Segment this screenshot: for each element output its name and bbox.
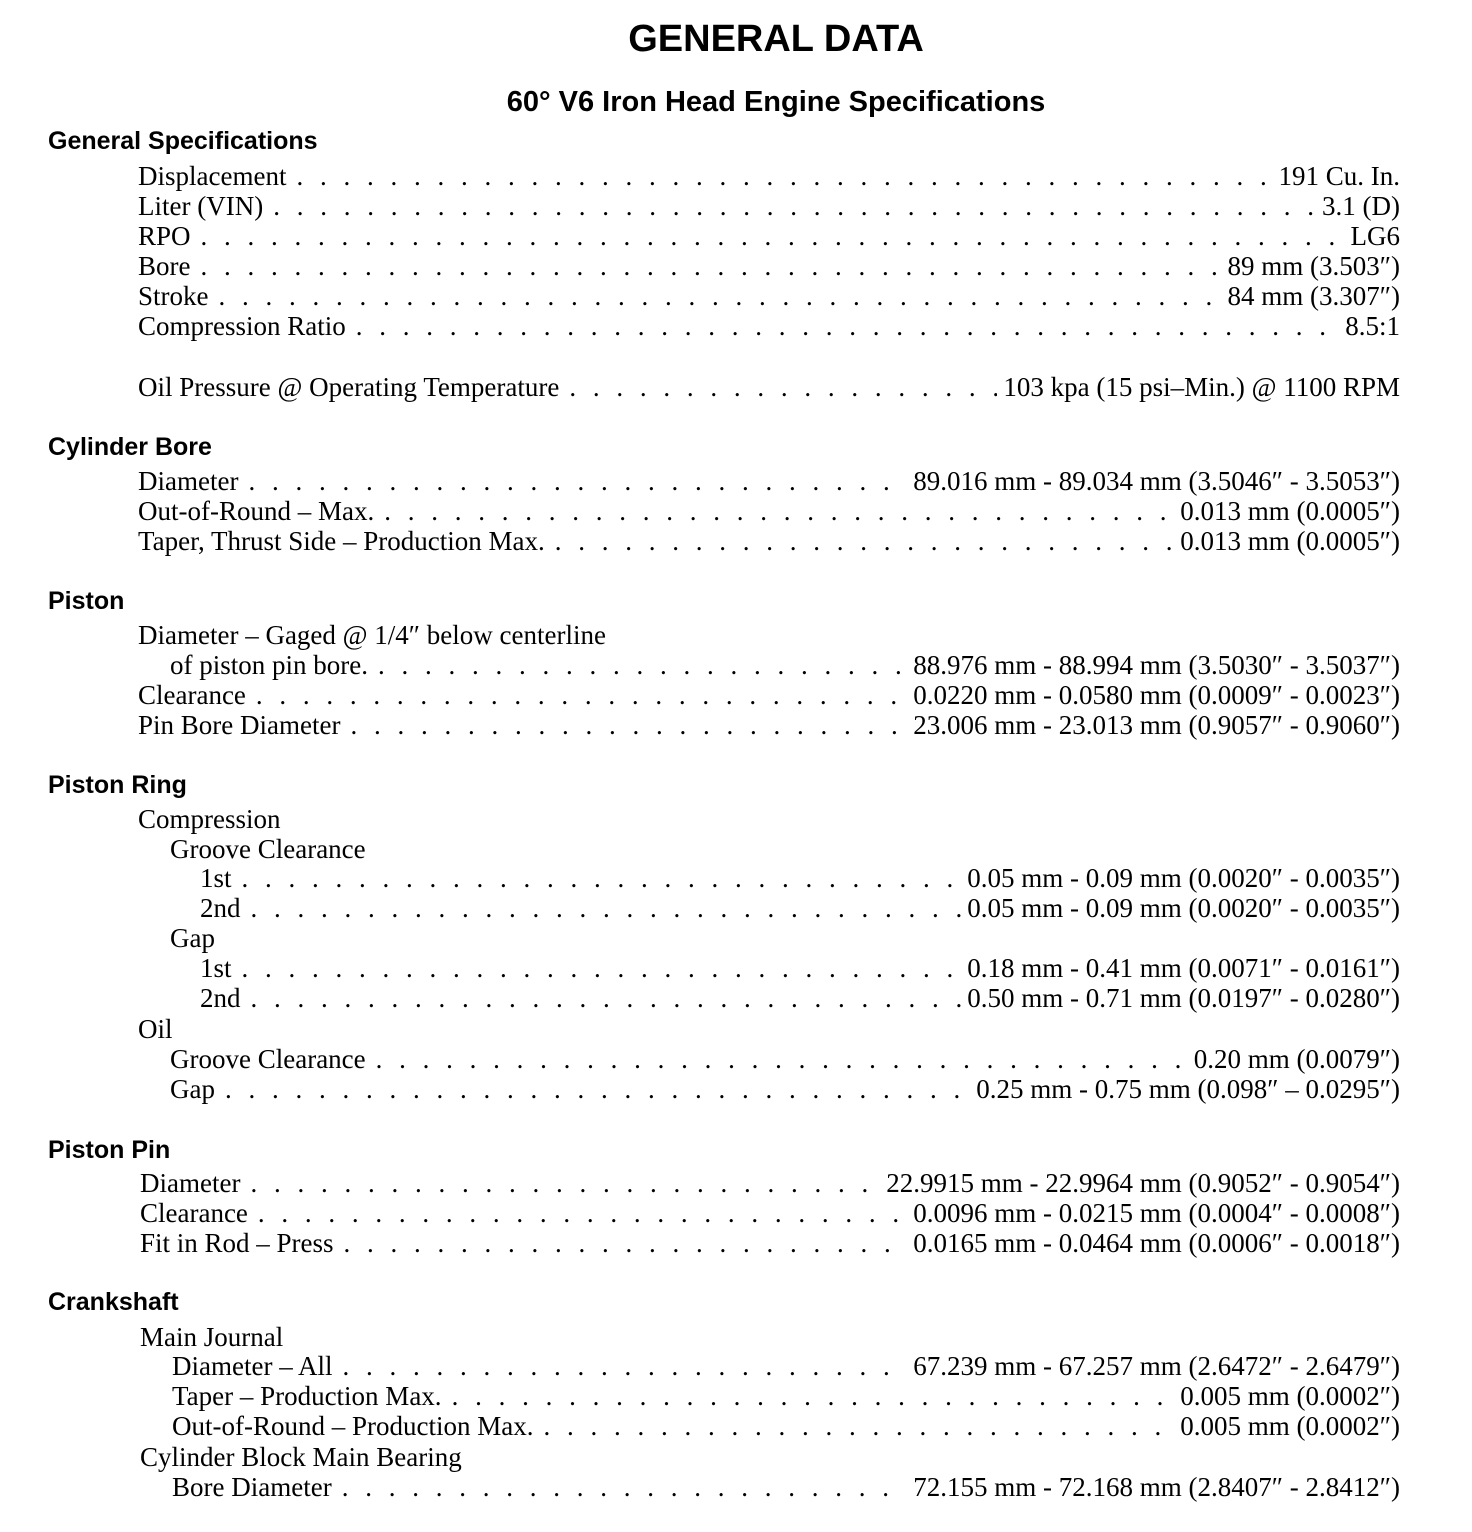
- spec-label: Bore: [138, 251, 191, 281]
- spec-label: Stroke: [138, 281, 209, 311]
- spec-value: 0.0165 mm - 0.0464 mm (0.0006″ - 0.0018″): [913, 1228, 1400, 1258]
- spec-label: Clearance: [140, 1198, 248, 1228]
- spec-row-bore-taper: [138, 526, 1400, 556]
- spec-value: LG6: [1350, 221, 1400, 251]
- spec-label: Liter (VIN): [138, 191, 264, 221]
- spec-label: Diameter – All: [172, 1351, 333, 1381]
- spec-row-crank-taper: [172, 1381, 1400, 1411]
- spec-row-bore-out-of-round: [138, 496, 1400, 526]
- spec-value: 67.239 mm - 67.257 mm (2.6472″ - 2.6479″): [913, 1351, 1400, 1381]
- spec-row-oil-gap: [170, 1074, 1400, 1104]
- spec-row-piston-diameter: [170, 650, 1400, 680]
- spec-value: 0.013 mm (0.0005″): [1180, 496, 1400, 526]
- spec-row-oil-pressure: [138, 372, 1400, 402]
- spec-value: 89 mm (3.503″): [1227, 251, 1400, 281]
- spec-label: of piston pin bore.: [170, 650, 368, 680]
- spec-row-piston-clearance: [138, 680, 1400, 710]
- spec-value: 0.50 mm - 0.71 mm (0.0197″ - 0.0280″): [967, 983, 1400, 1013]
- piston-diameter-caption: Diameter – Gaged @ 1/4″ below centerline: [138, 620, 606, 650]
- spec-label: 2nd: [200, 983, 241, 1013]
- spec-row-displacement: [138, 161, 1400, 191]
- spec-value: 0.013 mm (0.0005″): [1180, 526, 1400, 556]
- spec-label: Groove Clearance: [170, 1044, 366, 1074]
- spec-label: Oil Pressure @ Operating Temperature: [138, 372, 560, 402]
- crank-block-bearing-caption: Cylinder Block Main Bearing: [140, 1442, 462, 1472]
- section-heading-piston-pin: Piston Pin: [48, 1136, 171, 1164]
- spec-row-stroke: [138, 281, 1400, 311]
- spec-row-compression-ratio: [138, 311, 1400, 341]
- spec-row-pin-diameter: [140, 1168, 1400, 1198]
- spec-row-crank-out-of-round: [172, 1411, 1400, 1441]
- spec-row-pin-clearance: [140, 1198, 1400, 1228]
- spec-value: 84 mm (3.307″): [1227, 281, 1400, 311]
- spec-value: 89.016 mm - 89.034 mm (3.5046″ - 3.5053″): [913, 466, 1400, 496]
- spec-label: 2nd: [200, 893, 241, 923]
- spec-row-gap-1st: [200, 953, 1400, 983]
- ring-compression-caption: Compression: [138, 804, 281, 834]
- spec-value: 0.20 mm (0.0079″): [1193, 1044, 1400, 1074]
- spec-row-gap-2nd: [200, 983, 1400, 1013]
- spec-row-liter: [138, 191, 1400, 221]
- spec-value: 22.9915 mm - 22.9964 mm (0.9052″ - 0.9054″): [886, 1168, 1400, 1198]
- spec-value: 0.0220 mm - 0.0580 mm (0.0009″ - 0.0023″): [913, 680, 1400, 710]
- spec-value: 103 kpa (15 psi–Min.) @ 1100 RPM: [1003, 372, 1400, 402]
- spec-label: Gap: [170, 1074, 215, 1104]
- spec-row-groove-2nd: [200, 893, 1400, 923]
- page-subtitle: 60° V6 Iron Head Engine Specifications: [506, 86, 1046, 118]
- spec-row-bearing-bore-diameter: [172, 1472, 1400, 1502]
- spec-value: 0.0096 mm - 0.0215 mm (0.0004″ - 0.0008″): [913, 1198, 1400, 1228]
- section-heading-piston-ring: Piston Ring: [48, 771, 187, 799]
- section-heading-cylinder-bore: Cylinder Bore: [48, 433, 212, 461]
- spec-row-crank-diameter: [172, 1351, 1400, 1381]
- spec-value: 88.976 mm - 88.994 mm (3.5030″ - 3.5037″): [913, 650, 1400, 680]
- spec-label: Clearance: [138, 680, 246, 710]
- spec-value: 8.5:1: [1345, 311, 1400, 341]
- crank-main-journal-caption: Main Journal: [140, 1322, 284, 1352]
- spec-label: Compression Ratio: [138, 311, 346, 341]
- spec-label: Taper, Thrust Side – Production Max.: [138, 526, 545, 556]
- ring-groove-clearance-caption: Groove Clearance: [170, 834, 366, 864]
- spec-label: Taper – Production Max.: [172, 1381, 442, 1411]
- ring-gap-caption: Gap: [170, 923, 215, 953]
- spec-label: Out-of-Round – Max.: [138, 496, 375, 526]
- spec-row-bore-diameter: [138, 466, 1400, 496]
- spec-value: 191 Cu. In.: [1278, 161, 1400, 191]
- spec-value: 0.25 mm - 0.75 mm (0.098″ – 0.0295″): [976, 1074, 1400, 1104]
- spec-row-pin-bore-diameter: [138, 710, 1400, 740]
- spec-row-rpo: [138, 221, 1400, 251]
- spec-label: Diameter: [138, 466, 239, 496]
- spec-value: 0.005 mm (0.0002″): [1180, 1411, 1400, 1441]
- section-heading-general: General Specifications: [48, 127, 318, 155]
- ring-oil-caption: Oil: [138, 1014, 173, 1044]
- spec-value: 0.05 mm - 0.09 mm (0.0020″ - 0.0035″): [967, 893, 1400, 923]
- spec-label: Out-of-Round – Production Max.: [172, 1411, 534, 1441]
- spec-label: Fit in Rod – Press: [140, 1228, 334, 1258]
- spec-label: 1st: [200, 863, 232, 893]
- spec-label: RPO: [138, 221, 191, 251]
- spec-row-pin-fit: [140, 1228, 1400, 1258]
- section-heading-piston: Piston: [48, 587, 125, 615]
- spec-row-groove-1st: [200, 863, 1400, 893]
- spec-label: Displacement: [138, 161, 287, 191]
- spec-value: 3.1 (D): [1322, 191, 1400, 221]
- spec-value: 72.155 mm - 72.168 mm (2.8407″ - 2.8412″): [913, 1472, 1400, 1502]
- spec-row-bore: [138, 251, 1400, 281]
- spec-value: 0.18 mm - 0.41 mm (0.0071″ - 0.0161″): [967, 953, 1400, 983]
- spec-row-oil-groove-clearance: [170, 1044, 1400, 1074]
- spec-value: 0.005 mm (0.0002″): [1180, 1381, 1400, 1411]
- spec-label: Bore Diameter: [172, 1472, 332, 1502]
- spec-label: Diameter: [140, 1168, 241, 1198]
- spec-label: 1st: [200, 953, 232, 983]
- spec-value: 0.05 mm - 0.09 mm (0.0020″ - 0.0035″): [967, 863, 1400, 893]
- spec-value: 23.006 mm - 23.013 mm (0.9057″ - 0.9060″): [913, 710, 1400, 740]
- section-heading-crankshaft: Crankshaft: [48, 1288, 179, 1316]
- page-title: GENERAL DATA: [628, 18, 924, 60]
- spec-label: Pin Bore Diameter: [138, 710, 341, 740]
